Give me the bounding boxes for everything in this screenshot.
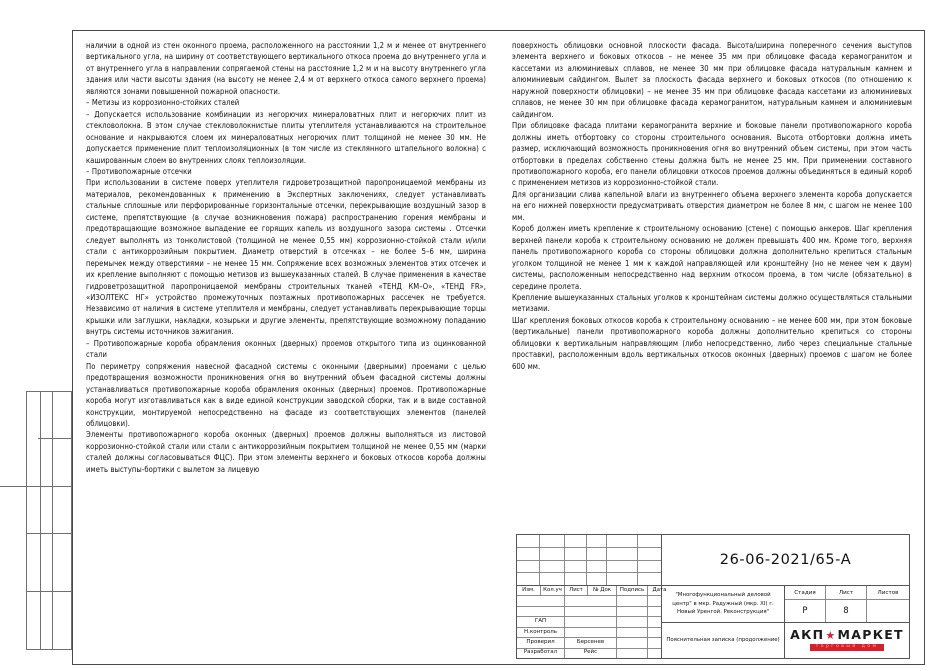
signature-header-row [517,586,667,596]
paragraph: Элементы противопожарного короба оконных (дверных) проемов должны выполняться из листовой коррозионно-стойкой стали или стали с антикоррозийным покрытием толщиной не менее 0,55 мм (марки сталей должны согласовываться ФЦС). При этом элементы верхнего и боковых откосов короба должны иметь выступы-бортики с вылетом за лицевую [86,430,486,474]
star-icon: ★ [825,629,837,643]
header-podpis: Подпись [617,586,648,595]
meta-value-stage: Р [785,600,826,622]
role-cell [517,607,565,616]
text-columns [86,40,912,520]
title-block-right [662,586,909,658]
meta-header-sheet: Лист [826,586,867,599]
signature-row [517,596,661,606]
name-cell [565,596,617,605]
left-text-column [86,40,486,520]
sign-cell [617,638,648,647]
sign-cell [617,617,648,626]
paragraph: Короб должен иметь крепление к строительному основанию (стене) с помощью анкеров. Шаг крепления верхней панели короба к строительному основанию не должен превышать 400 мм. Кроме того, верхняя панель противопожарного короба со стороны облицовки должна дополнительно крепиться стальным уголком толщиной не менее 1 мм к каждой направляющей или кронштейну (но не менее чем к двум) системы, расположенным непосредственно над верхним откосом проема, в том числе (обязательно) в середине пролета. [512,224,912,291]
revision-grid-blank [517,535,662,585]
logo-subtitle: торговый дом [810,644,885,651]
title-block [516,534,910,659]
signature-row-author [517,649,661,658]
binding-stamp-grid [26,391,72,650]
meta-value-total [867,600,909,622]
right-text-column [512,40,912,520]
document-number: 26-06-2021/65-A [719,552,852,568]
paragraph: При облицовке фасада плитами керамогранита верхние и боковые панели противопожарного короба должны иметь отбортовку со стороны строительного основания. Высота отбортовки должна иметь размер, исключающий возможность проникновения огня во внутренний объем системы, при этом часть отбортовки в пределах собственно стены должна быть не менее 25 мм. При применении составного противопожарного короба, его панели облицовки откосов проемов должны объединяться в единый короб с применением метизов из коррозионно-стойкой стали. [512,121,912,188]
paragraph: При использовании в системе поверх утеплителя гидроветрозащитной паропроницаемой мембраны из материалов, рекомендованных к применению в Экспертных заключениях, следует устанавливать стальные сплошные или перфорированные горизонтальные отсечки, перекрывающие воздушный зазор в системе, препятствующие (в случае возникновения пожара) распространению горения мембраны и предотвращающие возможное выпадение ее горящих капель из воздушного зазора системы . Отсечки следует выполнять из тонколистовой (толщиной не менее 0,55 мм) коррозионно-стойкой стали и/или стали с антикоррозийным покрытием. Диаметр отверстий в отсечках – не более 5–6 мм, ширина перемычек между отверстиями – не менее 15 мм. Сопряжение всех возможных элементов этих отсечек и их крепление выполняют с помощью метизов из вышеуказанных сталей. В случае применения в качестве гидроветрозащитной паропроницаемой мембраны строительных тканей «ТЕНД КМ–О», «ТЕНД FR», «ИЗОЛТЕКС НГ» устройство промежуточных поэтажных противопожарных рассечек не требуется. Независимо от наличия в системе утеплителя и мембраны, следует устанавливать перекрывающие торцы крышки или заглушки, накладки, козырьки и другие элементы, препятствующие возможному попаданию внутрь системы источников зажигания. [86,178,486,337]
signature-row-gap [517,617,661,627]
doc-title-row [662,623,909,659]
signature-row-checked [517,638,661,648]
sign-cell [617,649,648,658]
header-data: Дата [652,587,667,593]
meta-header-total: Листов [877,589,899,596]
header-izm: Изм. [517,586,541,595]
sign-cell [617,607,648,616]
role-cell: ГАП [517,617,565,626]
paragraph: Крепление вышеуказанных стальных уголков к кронштейнам системы должно осуществляться стальными метизами. [512,292,912,314]
paragraph: наличии в одной из стен оконного проема, расположенного на расстоянии 1,2 м и менее от внутреннего вертикального угла, на ширину от соответствующего вертикального откоса проема до внутреннего угла и от внутреннего угла в направлении сопрягаемой стены на расстояние 1,2 м и на высоту внутреннего угла здания или части высоты здания (на высоту не менее 2,4 м от верхнего откоса самого верхнего проема) являются зонами повышенной пожарной опасности. [86,41,486,96]
document-title: Пояснительная записка (продолжение) [662,623,785,659]
header-docnum: № Док [592,587,612,593]
title-block-upper [517,535,909,586]
name-cell: Рейс [565,649,617,658]
logo-text-right: МАРКЕТ [837,627,904,643]
paragraph: – Противопожарные короба обрамления оконных (дверных) проемов открытого типа из оцинкованной стали [86,338,486,360]
paragraph: Для организации слива капельной влаги из внутреннего объема верхнего элемента короба допускается на его нижней поверхности предусматривать отверстия диаметром не более 8 мм, с шагом не менее 100 мм. [512,189,912,222]
paragraph: Шаг крепления боковых откосов короба к строительному основанию – не менее 600 мм, при этом боковые (вертикальные) панели противопожарного короба должны дополнительно крепиться со стороны облицовки к вертикальным направляющим (либо непосредственно, либо через специальные стальные проставки), расположенным вдоль вертикальных откосов оконных (дверных) проемов с шагом не более 600 мм. [512,315,912,371]
paragraph: – Метизы из коррозионно-стойких сталей [86,98,240,108]
paragraph: По периметру сопряжения навесной фасадной системы с оконными (дверными) проемами с целью предотвращения возможности проникновения огня во внутренний объем фасадной системы должны устанавливаться противопожарные короба обрамления оконных (дверных) проемов. Противопожарные короба могут изготавливаться как в виде единой конструкции заводской сборки, так и в виде составной конструкции, монтируемой непосредственно на фасаде из соответствующих элементов (панелей облицовки). [86,361,486,428]
role-cell: Разработал [517,649,565,658]
sheet-meta [785,586,909,622]
logo-wordmark [790,629,904,642]
meta-header-stage: Стадия [785,586,826,599]
sign-cell [617,628,648,637]
object-name: "Многофункциональный деловой центр" в мкр. Радужный (мкр. XI) г. Новый Уренгой. Реконструкция" [662,586,785,622]
name-cell [565,617,617,626]
header-koluch: Кол.уч [543,587,562,593]
name-cell [565,607,617,616]
name-cell: Берсенев [565,638,617,647]
signature-row [517,607,661,617]
signature-table [517,586,667,658]
paragraph: – Допускается использование комбинации из негорючих минераловатных плит и негорючих плит из стекловолокна. В этом случае стекловолокнистые плиты утеплителя устанавливаются на строительное основание и накрываются слоем их минераловатных негорючих плит толщиной не менее 30 мм. Не допускается применение плит теплоизоляционных (в том числе из стеклянного штапельного волокна) с кашированным слоем во внутренних слоях теплоизоляции. [86,109,486,165]
role-cell [517,596,565,605]
object-row [662,586,909,623]
logo-text-left: АКП [790,627,825,643]
paragraph: – Противопожарные отсечки [86,166,192,176]
meta-value-sheet: 8 [826,600,867,622]
paragraph: поверхность облицовки основной плоскости фасада. Высота/ширина поперечного сечения выступов элемента верхнего и боковых откосов – не менее 35 мм при облицовке фасада керамогранитом и кассетами из алюминиевых сплавов, не менее 30 мм при облицовке фасада натуральным камнем и алюминиевым сайдингом. Вылет за плоскость фасада верхнего и боковых откосов (по отношению к наружной поверхности облицовки) – не менее 35 мм при облицовке фасада кассетами из алюминиевых сплавов, не менее 30 мм при облицовке фасада керамогранитом, натуральным камнем и алюминиевым сайдингом. [512,41,912,119]
role-cell: Н.контроль [517,628,565,637]
header-list: Лист [565,586,588,595]
role-cell: Проверил [517,638,565,647]
company-logo [785,623,909,659]
name-cell [565,628,617,637]
signature-row-ncontrol [517,628,661,638]
sign-cell [617,596,648,605]
title-block-lower [517,586,909,658]
